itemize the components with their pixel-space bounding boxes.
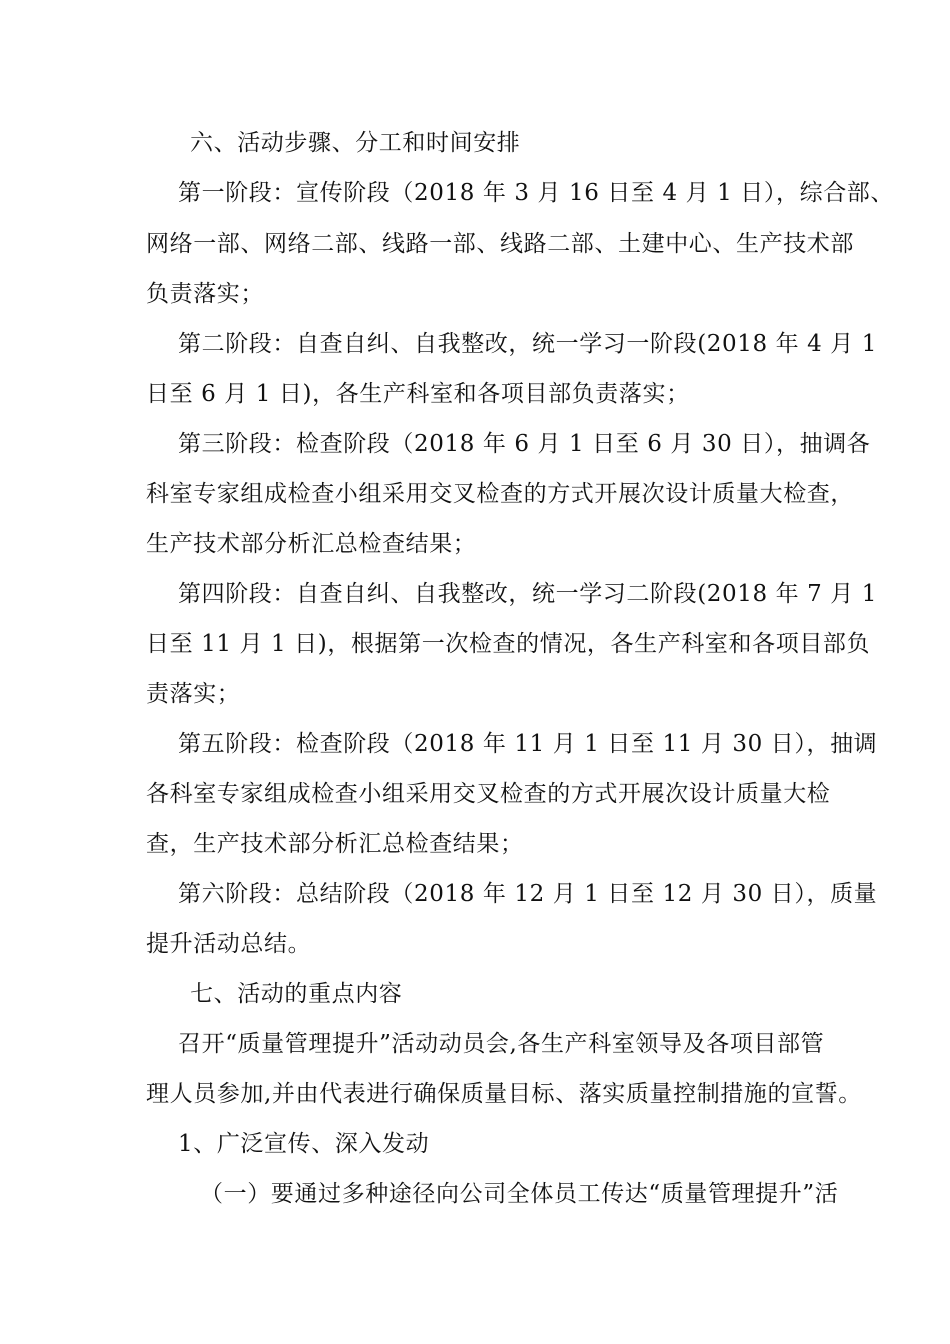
section-heading-6: 六、活动步骤、分工和时间安排: [190, 130, 521, 156]
paragraph-line: 第三阶段：检查阶段（2018 年 6 月 1 日至 6 月 30 日），抽调各: [178, 431, 871, 457]
paragraph-line: 第五阶段：检查阶段（2018 年 11 月 1 日至 11 月 30 日），抽调: [178, 731, 878, 757]
subheading-1: 1、广泛宣传、深入发动: [178, 1131, 430, 1157]
paragraph-line: 理人员参加,并由代表进行确保质量目标、落实质量控制措施的宣誓。: [146, 1081, 862, 1107]
paragraph-line: 各科室专家组成检查小组采用交叉检查的方式开展次设计质量大检: [146, 781, 831, 807]
paragraph-line: 负责落实；: [146, 281, 264, 307]
paragraph-line: 责落实；: [146, 681, 241, 707]
paragraph-line: 网络一部、网络二部、线路一部、线路二部、土建中心、生产技术部: [146, 231, 854, 257]
paragraph-line: 查，生产技术部分析汇总检查结果；: [146, 831, 524, 857]
section-heading-7: 七、活动的重点内容: [190, 981, 403, 1007]
paragraph-line: 召开“质量管理提升”活动动员会,各生产科室领导及各项目部管: [178, 1031, 825, 1057]
paragraph-line: 科室专家组成检查小组采用交叉检查的方式开展次设计质量大检查，: [146, 481, 854, 507]
paragraph-line: 第四阶段：自查自纠、自我整改，统一学习二阶段(2018 年 7 月 1: [178, 581, 878, 607]
paragraph-line: 第二阶段：自查自纠、自我整改，统一学习一阶段(2018 年 4 月 1: [178, 331, 878, 357]
paragraph-line: （一）要通过多种途径向公司全体员工传达“质量管理提升”活: [200, 1181, 839, 1207]
paragraph-line: 第六阶段：总结阶段（2018 年 12 月 1 日至 12 月 30 日），质量: [178, 881, 878, 907]
paragraph-line: 生产技术部分析汇总检查结果；: [146, 531, 477, 557]
paragraph-line: 日至 6 月 1 日)，各生产科室和各项目部负责落实；: [146, 381, 690, 407]
paragraph-line: 第一阶段：宣传阶段（2018 年 3 月 16 日至 4 月 1 日），综合部、: [178, 180, 894, 206]
paragraph-line: 日至 11 月 1 日)，根据第一次检查的情况，各生产科室和各项目部负: [146, 631, 871, 657]
paragraph-line: 提升活动总结。: [146, 931, 312, 957]
